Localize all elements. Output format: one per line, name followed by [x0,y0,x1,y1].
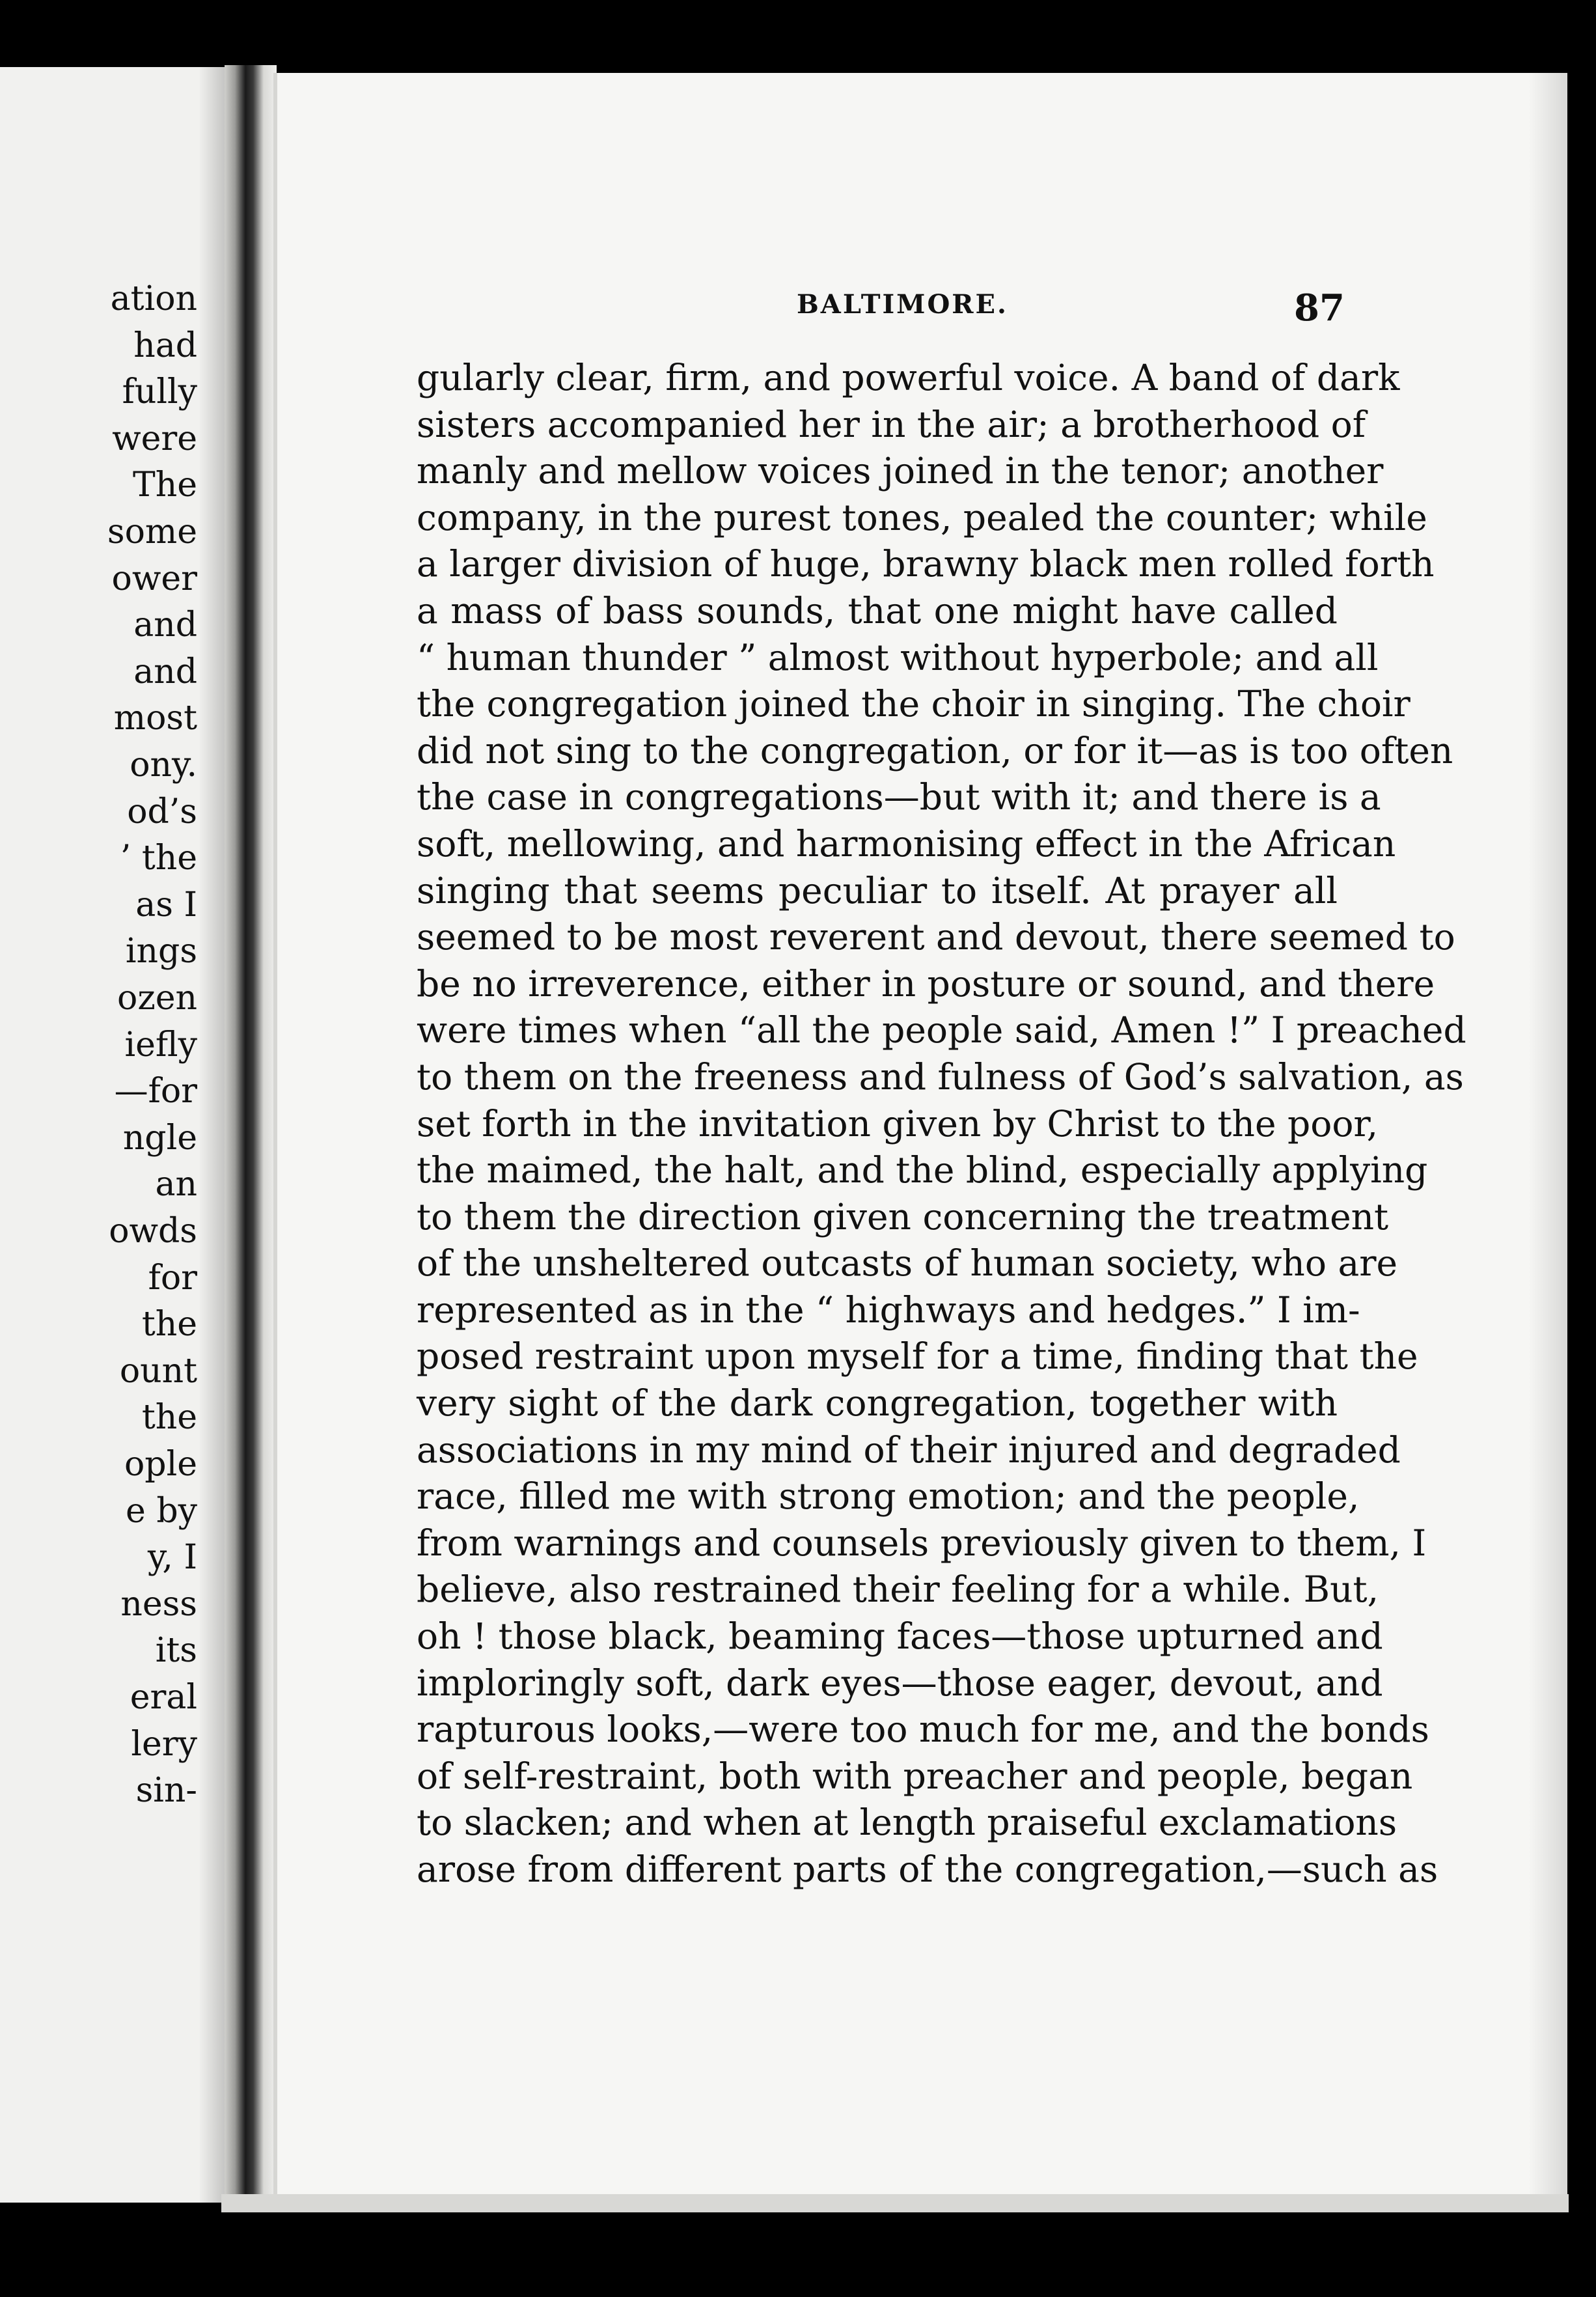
body-line: to them on the freeness and fulness of God’s salvation, as [417,1055,1464,1098]
body-line: be no irreverence, either in posture or sound, and there [417,962,1435,1005]
left-page-line: fully [122,372,197,412]
body-line: from warnings and counsels previously given to them, I [417,1522,1427,1564]
left-page-line: sin- [135,1771,197,1811]
body-line: did not sing to the congregation, or for it—as is too often [417,729,1453,772]
body-line: were times when “all the people said, Amen !” I preached [417,1009,1466,1051]
left-page-line: y, I [147,1538,197,1578]
body-line: to them the direction given concerning the treatment [417,1195,1389,1238]
right-page-edge-shadow [1528,73,1567,2201]
left-page-line: eral [130,1678,197,1717]
body-line: the case in congregations—but with it; and there is a [417,776,1381,818]
running-head: BALTIMORE. [797,289,1008,320]
left-page-line: ation [110,279,197,318]
body-line: a larger division of huge, brawny black men rolled forth [417,543,1435,585]
left-page-line: iefly [124,1025,197,1065]
body-line: of the unsheltered outcasts of human society, who are [417,1242,1398,1285]
left-page-line: ower [111,559,197,598]
body-line: soft, mellowing, and harmonising effect in the African [417,822,1396,865]
left-page-line: and [133,652,197,691]
left-page-line: —for [114,1072,197,1111]
left-page-line: ings [125,932,197,971]
body-line: company, in the purest tones, pealed the counter; while [417,496,1427,538]
left-page-line: ony. [130,745,197,785]
body-line: gularly clear, firm, and powerful voice. A band of dark [417,357,1400,398]
left-page-line: its [155,1631,197,1671]
left-page-line: most [113,699,197,738]
left-page-line: ness [120,1584,197,1624]
left-page-line: The [133,466,197,505]
page-number: 87 [1294,286,1345,329]
body-text [417,355,1466,1893]
body-line: the maimed, the halt, and the blind, especially applying [417,1149,1428,1191]
body-line: of self-restraint, both with preacher and people, began [417,1755,1413,1797]
left-page-line: ople [124,1445,197,1484]
body-line: the congregation joined the choir in singing. The choir [417,683,1410,725]
body-line: “ human thunder ” almost without hyperbole; and all [417,636,1379,678]
body-line: seemed to be most reverent and devout, there seemed to [417,916,1455,958]
left-page-line: were [112,419,197,458]
left-page-line: ount [119,1351,197,1391]
body-line: represented as in the “ highways and hedges.” I im- [417,1288,1360,1331]
body-line: set forth in the invitation given by Christ to the poor, [417,1102,1379,1145]
body-line: believe, also restrained their feeling for a while. But, [417,1568,1379,1611]
left-page-line: lery [131,1724,197,1764]
body-line: posed restraint upon myself for a time, finding that the [417,1335,1418,1378]
body-line: singing that seems peculiar to itself. At prayer all [417,869,1338,912]
body-line: manly and mellow voices joined in the tenor; another [417,450,1384,492]
book-gutter [225,65,277,2207]
page-bottom-edge [221,2194,1569,2212]
left-page-line: and [133,606,197,645]
body-line: very sight of the dark congregation, together with [417,1382,1338,1425]
left-page-line: e by [126,1491,197,1531]
body-line: rapturous looks,—were too much for me, and the bonds [417,1708,1429,1751]
body-line: sisters accompanied her in the air; a brotherhood of [417,403,1366,445]
left-page-edge-shadow [199,67,225,2203]
left-page-line: as I [135,885,197,925]
left-page-line: ’ the [120,839,197,878]
left-page-line: an [155,1165,197,1204]
body-line: to slacken; and when at length praiseful exclamations [417,1802,1397,1844]
left-page-line: od’s [127,792,197,831]
left-page-line: owds [109,1212,197,1251]
left-page-line: the [141,1305,197,1344]
left-page-line: had [133,326,197,365]
body-line: a mass of bass sounds, that one might have called [417,589,1338,632]
left-page-line: ngle [122,1118,197,1158]
left-page [0,67,225,2203]
left-page-line: some [107,512,197,551]
body-line: arose from different parts of the congregation,—such as [417,1848,1438,1890]
body-line: associations in my mind of their injured and degraded [417,1428,1401,1471]
left-page-line: for [148,1258,197,1298]
left-page-line: the [141,1398,197,1438]
body-line: imploringly soft, dark eyes—those eager, devout, and [417,1662,1383,1704]
body-line: oh ! those black, beaming faces—those upturned and [417,1615,1383,1658]
body-line: race, filled me with strong emotion; and the people, [417,1475,1360,1518]
left-page-line: ozen [117,979,197,1018]
